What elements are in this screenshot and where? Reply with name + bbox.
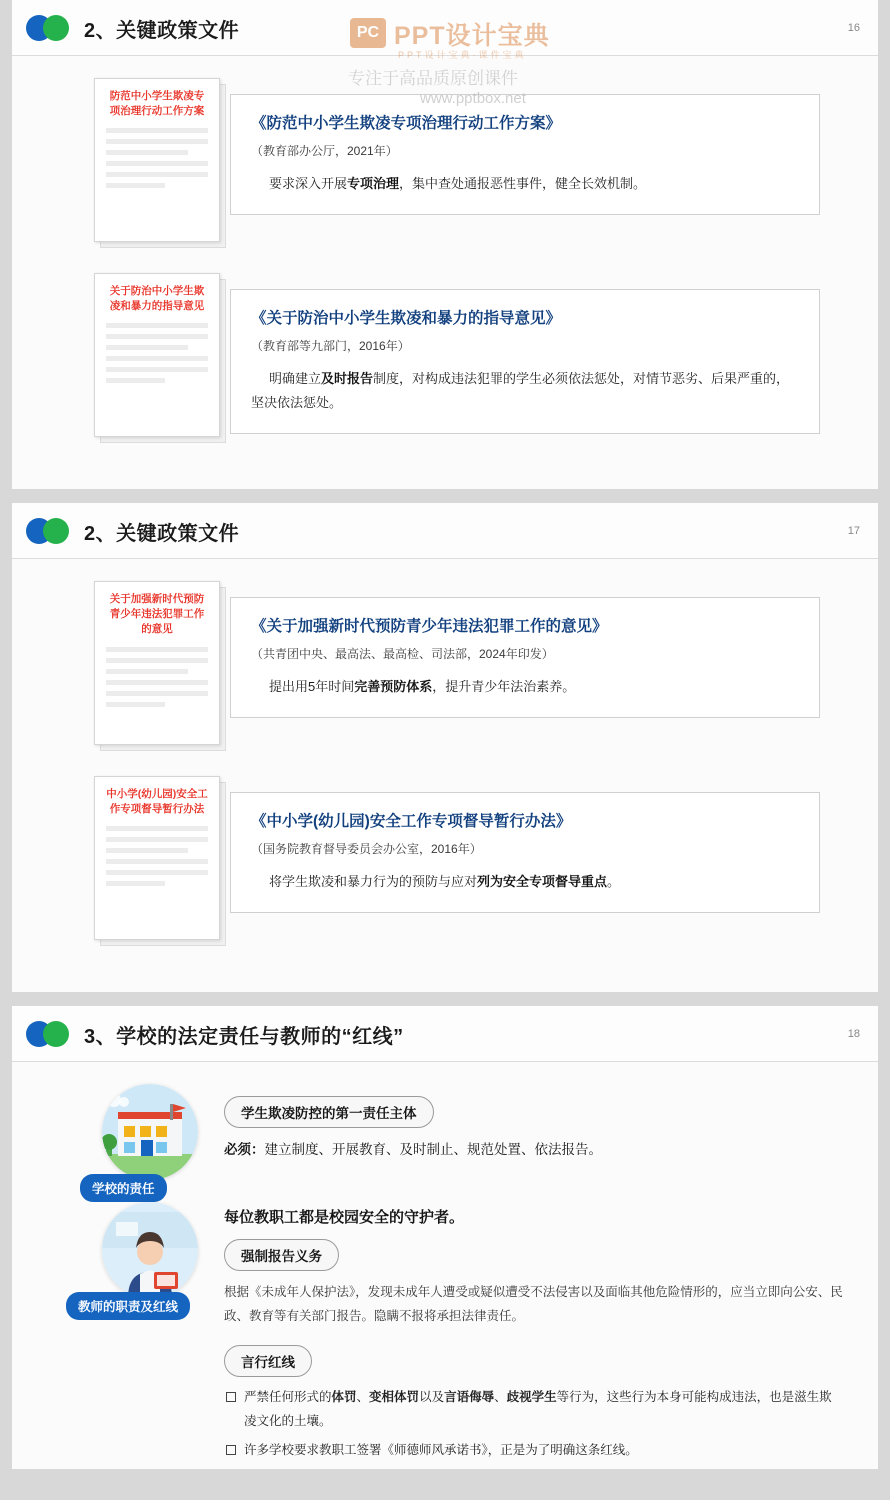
page-title: 2、关键政策文件 (84, 523, 240, 545)
green-dot-icon (43, 15, 69, 41)
desc-post: 制度，对构成违法犯罪的学生必须依法惩处，对情节恶劣、后果严重的，坚决依法惩处。 (251, 371, 790, 411)
document-detail-card (230, 792, 820, 913)
desc-post: 。 (607, 874, 621, 889)
teacher-avatar-group (78, 1202, 206, 1314)
page-number: 17 (847, 525, 860, 537)
slide-16 (12, 0, 878, 489)
slide-18 (12, 1006, 878, 1469)
bullet-mid-3: 、 (494, 1389, 507, 1404)
bullet-pre: 严禁任何形式的 (244, 1389, 332, 1404)
document-description (251, 172, 799, 196)
green-dot-icon (43, 1021, 69, 1047)
document-title: 《关于防治中小学生欺凌和暴力的指导意见》 (251, 310, 562, 327)
bullet-bold-3: 言语侮辱 (444, 1389, 495, 1404)
bullet-bold-1: 体罚 (331, 1389, 357, 1404)
desc-pre: 将学生欺凌和暴力行为的预防与应对 (269, 874, 478, 889)
bullet-post: 等行为，这些行为本身可能构成违法，也是滋生欺凌文化的土壤。 (244, 1389, 832, 1429)
mandatory-reporting-pill: 强制报告义务 (224, 1239, 339, 1271)
slide-header (12, 1006, 878, 1062)
thumbnail-title: 关于防治中小学生欺凌和暴力的指导意见 (109, 285, 205, 313)
document-title: 《中小学(幼儿园)安全工作专项督导暂行办法》 (251, 813, 572, 830)
page-title: 2、关键政策文件 (84, 20, 240, 42)
document-thumbnail (94, 581, 226, 751)
thumbnail-text-lines (106, 323, 208, 383)
document-title: 《防范中小学生欺凌专项治理行动工作方案》 (251, 115, 562, 132)
list-item (224, 1438, 844, 1462)
bullet-dots-decoration (26, 1021, 78, 1047)
thumbnail-text-lines (106, 826, 208, 886)
document-row (12, 78, 878, 248)
school-duty-pill: 学生欺凌防控的第一责任主体 (224, 1096, 434, 1128)
desc-pre: 提出用5年时间 (269, 679, 355, 694)
school-duty-text (224, 1137, 844, 1163)
desc-highlight: 及时报告 (321, 371, 374, 386)
page-title: 3、学校的法定责任与教师的“红线” (84, 1026, 404, 1048)
desc-post: ，集中查处通报恶性事件，健全长效机制。 (399, 176, 647, 191)
document-detail-card (230, 597, 820, 718)
bullet-dots-decoration (26, 15, 78, 41)
school-duty-text-body: 建立制度、开展教育、及时制止、规范处置、依法报告。 (264, 1142, 602, 1157)
mandatory-reporting-text: 根据《未成年人保护法》，发现未成年人遭受或疑似遭受不法侵害以及面临其他危险情形的，应当立即向公安、民政、教育等有关部门报告。隐瞒不报将承担法律责任。 (224, 1285, 843, 1324)
bullet-bold-4: 歧视学生 (506, 1389, 557, 1404)
thumbnail-text-lines (106, 128, 208, 188)
list-item (224, 1385, 844, 1434)
teacher-icon (102, 1202, 198, 1298)
school-responsibility-badge: 学校的责任 (80, 1174, 167, 1202)
bullet-dots-decoration (26, 518, 78, 544)
document-thumbnail (94, 273, 226, 443)
bullet-mid-2: 以及 (419, 1389, 445, 1404)
watermark-subtitle: PPT设计宝典·课件宝典 (398, 50, 527, 60)
thumbnail-title: 中小学(幼儿园)安全工作专项督导暂行办法 (106, 788, 208, 816)
school-avatar-group (92, 1084, 206, 1196)
document-description (251, 675, 799, 699)
teacher-responsibility-badge: 教师的职责及红线 (66, 1292, 190, 1320)
document-title: 《关于加强新时代预防青少年违法犯罪工作的意见》 (251, 618, 608, 635)
document-thumbnail (94, 78, 226, 248)
desc-pre: 明确建立 (269, 371, 322, 386)
document-detail-card (230, 94, 820, 215)
document-thumbnail (94, 776, 226, 946)
desc-highlight: 完善预防体系 (354, 679, 433, 694)
desc-post: ，提升青少年法治素养。 (432, 679, 576, 694)
document-row (12, 776, 878, 946)
thumbnail-title: 关于加强新时代预防青少年违法犯罪工作的意见 (109, 593, 205, 636)
page-number: 16 (847, 22, 860, 34)
bullet-bold-2: 变相体罚 (369, 1389, 420, 1404)
red-line-section (224, 1345, 844, 1462)
slide-header (12, 503, 878, 559)
document-source: （教育部等九部门，2016年） (251, 339, 410, 353)
document-source: （教育部办公厅，2021年） (251, 144, 398, 158)
red-line-list (224, 1385, 844, 1462)
desc-highlight: 专项治理 (347, 176, 400, 191)
document-detail-card (230, 289, 820, 434)
bullet-pre: 许多学校要求教职工签署《师德师风承诺书》，正是为了明确这条红线。 (244, 1442, 638, 1457)
watermark-brand: PPT设计宝典 (394, 22, 550, 50)
slide-header (12, 0, 878, 56)
document-row (12, 581, 878, 751)
thumbnail-text-lines (106, 647, 208, 707)
teacher-responsibility-content (224, 1206, 844, 1466)
green-dot-icon (43, 518, 69, 544)
watermark-logo-icon: PC (350, 18, 386, 48)
document-source: （国务院教育督导委员会办公室，2016年） (251, 842, 482, 856)
bullet-mid-1: 、 (356, 1389, 370, 1404)
document-description (251, 870, 799, 894)
document-description (251, 367, 799, 415)
desc-highlight: 列为安全专项督导重点 (477, 874, 608, 889)
school-building-icon (102, 1084, 198, 1180)
red-line-pill: 言行红线 (224, 1345, 312, 1377)
school-duty-text-label: 必须： (224, 1142, 265, 1157)
page-number: 18 (847, 1028, 860, 1040)
desc-pre: 要求深入开展 (269, 176, 348, 191)
slide-17 (12, 503, 878, 992)
document-source: （共青团中央、最高法、最高检、司法部，2024年印发） (251, 647, 554, 661)
document-row (12, 273, 878, 443)
teacher-heading: 每位教职工都是校园安全的守护者。 (224, 1209, 465, 1226)
thumbnail-title: 防范中小学生欺凌专项治理行动工作方案 (109, 90, 205, 118)
watermark-tagline: 专注于高品质原创课件 (348, 69, 518, 88)
watermark-url: www.pptbox.net (420, 90, 526, 107)
school-responsibility-content (224, 1096, 844, 1163)
